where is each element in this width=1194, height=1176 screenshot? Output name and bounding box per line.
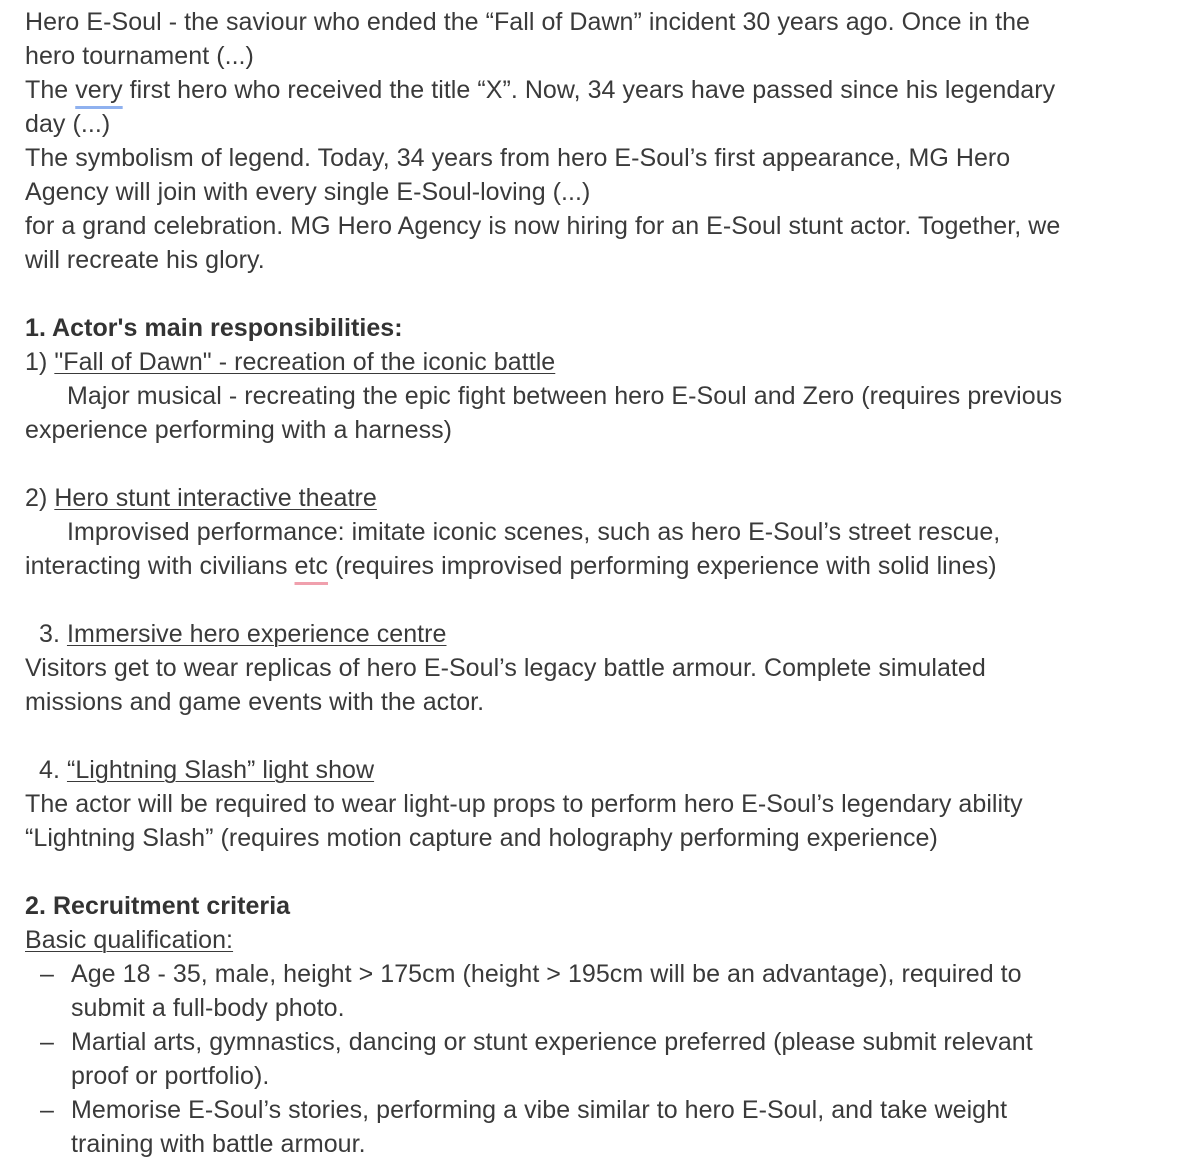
list-item: – Age 18 - 35, male, height > 175cm (height > 195cm will be an advantage), required to submit a full-body photo. — [25, 957, 1168, 1025]
intro-line: day (...) — [25, 110, 111, 138]
responsibility-desc: Improvised performance: imitate iconic scenes, such as hero E-Soul’s street rescue, — [67, 518, 1001, 546]
intro-line: Agency will join with every single E-Soul-loving (...) — [25, 178, 591, 206]
intro-line: The very first hero who received the title “X”. Now, 34 years have passed since his legendary — [25, 76, 1056, 104]
responsibility-title-light-show: “Lightning Slash” light show — [66, 756, 375, 784]
responsibility-desc: missions and game events with the actor. — [25, 688, 485, 716]
blank-line — [25, 719, 1168, 753]
responsibility-title-interactive-theatre: Hero stunt interactive theatre — [54, 484, 377, 512]
bullet-dash-icon: – — [40, 1028, 54, 1056]
intro-line: The symbolism of legend. Today, 34 years from hero E-Soul’s first appearance, MG Hero — [25, 144, 1011, 172]
blank-line — [25, 583, 1168, 617]
responsibility-desc: Visitors get to wear replicas of hero E-Soul’s legacy battle armour. Complete simulated — [25, 654, 986, 682]
responsibility-item-title: 4. “Lightning Slash” light show — [39, 756, 375, 784]
responsibility-desc: “Lightning Slash” (requires motion capture and holography performing experience) — [25, 824, 938, 852]
responsibility-desc: Major musical - recreating the epic fight between hero E-Soul and Zero (requires previous — [67, 382, 1063, 410]
responsibility-title-experience-centre: Immersive hero experience centre — [66, 620, 447, 648]
blank-line — [25, 447, 1168, 481]
bullet-dash-icon: – — [40, 1096, 54, 1124]
section-heading-responsibilities: 1. Actor's main responsibilities: — [25, 314, 403, 342]
blank-line — [25, 855, 1168, 889]
responsibility-title-fall-of-dawn: "Fall of Dawn" - recreation of the iconic battle — [54, 348, 556, 376]
bullet-dash-icon: – — [40, 960, 54, 988]
list-item: – Martial arts, gymnastics, dancing or stunt experience preferred (please submit relevant proof or portfolio). — [25, 1025, 1168, 1093]
grammar-flag-word[interactable]: very — [75, 76, 123, 104]
responsibility-desc: experience performing with a harness) — [25, 416, 453, 444]
responsibility-item-title: 2) Hero stunt interactive theatre — [25, 484, 377, 512]
list-item: – Memorise E-Soul’s stories, performing a vibe similar to hero E-Soul, and take weight training with battle armour. — [25, 1093, 1168, 1161]
spelling-flag-word[interactable]: etc — [294, 552, 329, 580]
intro-line: Hero E-Soul - the saviour who ended the “Fall of Dawn” incident 30 years ago. Once in the — [25, 8, 1030, 36]
blank-line — [25, 277, 1168, 311]
responsibility-item-title: 3. Immersive hero experience centre — [39, 620, 447, 648]
responsibility-item-title: 1) "Fall of Dawn" - recreation of the iconic battle — [25, 348, 556, 376]
subheading-basic-qualification: Basic qualification: — [25, 926, 234, 954]
intro-line: will recreate his glory. — [25, 246, 265, 274]
responsibility-desc: interacting with civilians etc (requires improvised performing experience with solid lines) — [25, 552, 997, 580]
intro-line: hero tournament (...) — [25, 42, 254, 70]
section-heading-recruitment: 2. Recruitment criteria — [25, 892, 291, 920]
intro-line: for a grand celebration. MG Hero Agency is now hiring for an E-Soul stunt actor. Together, we — [25, 212, 1061, 240]
responsibility-desc: The actor will be required to wear light-up props to perform hero E-Soul’s legendary ability — [25, 790, 1023, 818]
